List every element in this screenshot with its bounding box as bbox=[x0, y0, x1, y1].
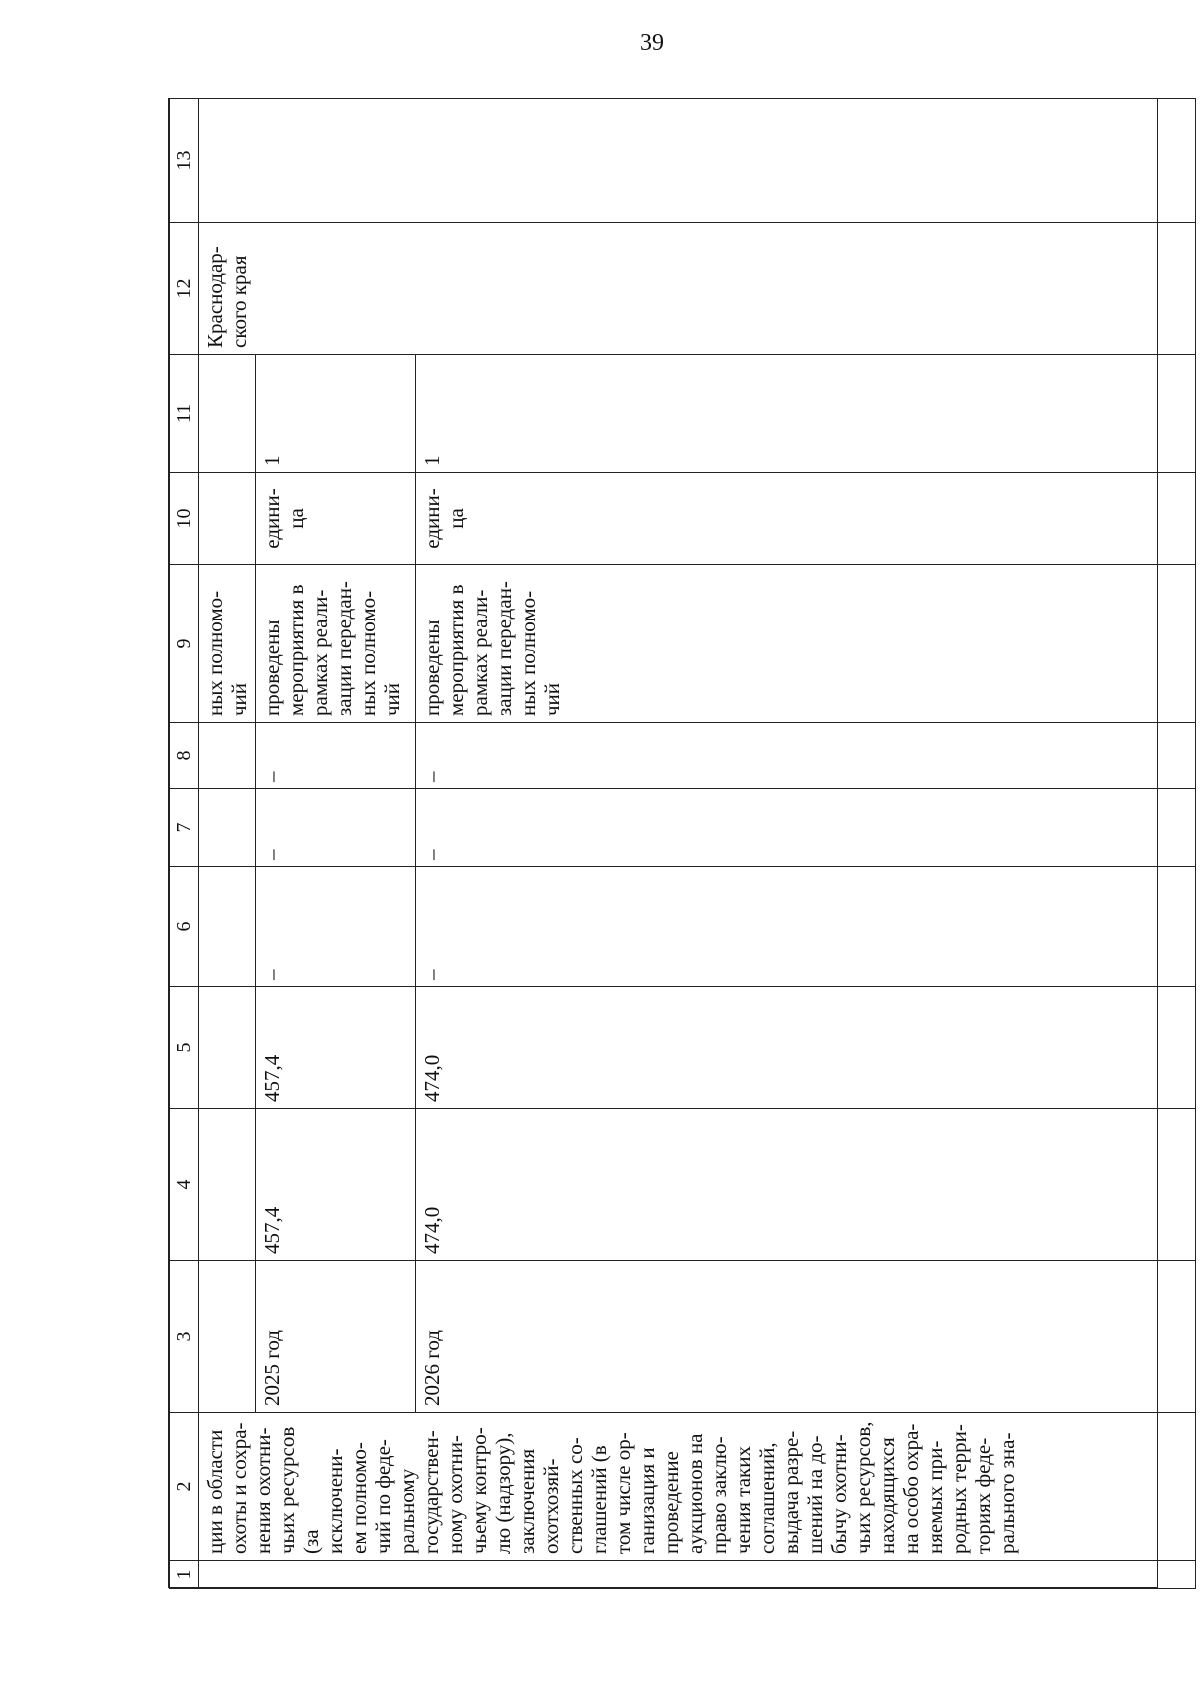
indicator-value: 1 bbox=[256, 355, 416, 473]
year-cell: 2025 год bbox=[256, 1261, 416, 1413]
amount-col6: – bbox=[256, 867, 416, 987]
amount-col6: – bbox=[416, 867, 1196, 987]
cell-col1 bbox=[199, 1561, 1196, 1589]
table-cell bbox=[199, 1261, 256, 1413]
amount-col7: – bbox=[256, 789, 416, 867]
unit-of-measure: едини- ца bbox=[416, 473, 1196, 565]
table-cell bbox=[199, 723, 256, 789]
year-cell: 2026 год bbox=[416, 1261, 1196, 1413]
indicator-value: 1 bbox=[416, 355, 1196, 473]
table-cell bbox=[199, 473, 256, 565]
rotated-table-frame bbox=[168, 98, 1158, 1588]
table-cell bbox=[199, 867, 256, 987]
amount-col5: 474,0 bbox=[416, 987, 1196, 1109]
indicator-name: проведены мероприятия в рамках реали- зации передан- ных полномо- чий bbox=[256, 565, 416, 723]
column-number: 9 bbox=[170, 565, 199, 723]
rotated-table-container bbox=[169, 99, 1159, 1589]
amount-total: 457,4 bbox=[256, 1109, 416, 1261]
column-number: 7 bbox=[170, 789, 199, 867]
indicator-name: проведены мероприятия в рамках реали- зации передан- ных полномо- чий bbox=[416, 565, 1196, 723]
table-cell bbox=[199, 355, 256, 473]
column-number: 12 bbox=[170, 223, 199, 355]
amount-total: 474,0 bbox=[416, 1109, 1196, 1261]
table-cell bbox=[199, 987, 256, 1109]
program-table bbox=[169, 98, 1196, 1589]
table-cell bbox=[199, 789, 256, 867]
page-number: 39 bbox=[640, 30, 664, 56]
indicator-continuation: ных полномо- чий bbox=[199, 565, 256, 723]
table-cell bbox=[199, 1109, 256, 1261]
responsible-executor: Краснодар- ского края bbox=[199, 223, 1196, 355]
column-number: 13 bbox=[170, 99, 199, 223]
amount-col8: – bbox=[256, 723, 416, 789]
column-number: 10 bbox=[170, 473, 199, 565]
table-row-continuation bbox=[199, 99, 256, 1589]
measure-description: ции в области охоты и сохра- нения охотни- чьих ресурсов (за исключени- ем полномо- чий по феде- ральному государствен- ному охотни- чьему контро- лю (надзору), заключения охотхозяй- ственных со- глашений (в том числе ор- ганизация и проведение aукционов на право заклю- чения таких соглашений, выдача разре- шений на до- бычу охотни- чьих ресурсов, находящихся на особо охра- няемых при- родных терри- ториях феде- рального зна- bbox=[199, 1413, 1196, 1561]
column-numbers-row bbox=[170, 99, 199, 1589]
column-number: 8 bbox=[170, 723, 199, 789]
amount-col5: 457,4 bbox=[256, 987, 416, 1109]
column-number: 11 bbox=[170, 355, 199, 473]
column-number: 3 bbox=[170, 1261, 199, 1413]
unit-of-measure: едини- ца bbox=[256, 473, 416, 565]
column-number: 6 bbox=[170, 867, 199, 987]
column-number: 4 bbox=[170, 1109, 199, 1261]
cell-col13 bbox=[199, 99, 1196, 223]
column-number: 5 bbox=[170, 987, 199, 1109]
amount-col8: – bbox=[416, 723, 1196, 789]
amount-col7: – bbox=[416, 789, 1196, 867]
column-number: 2 bbox=[170, 1413, 199, 1561]
column-number: 1 bbox=[170, 1561, 199, 1589]
